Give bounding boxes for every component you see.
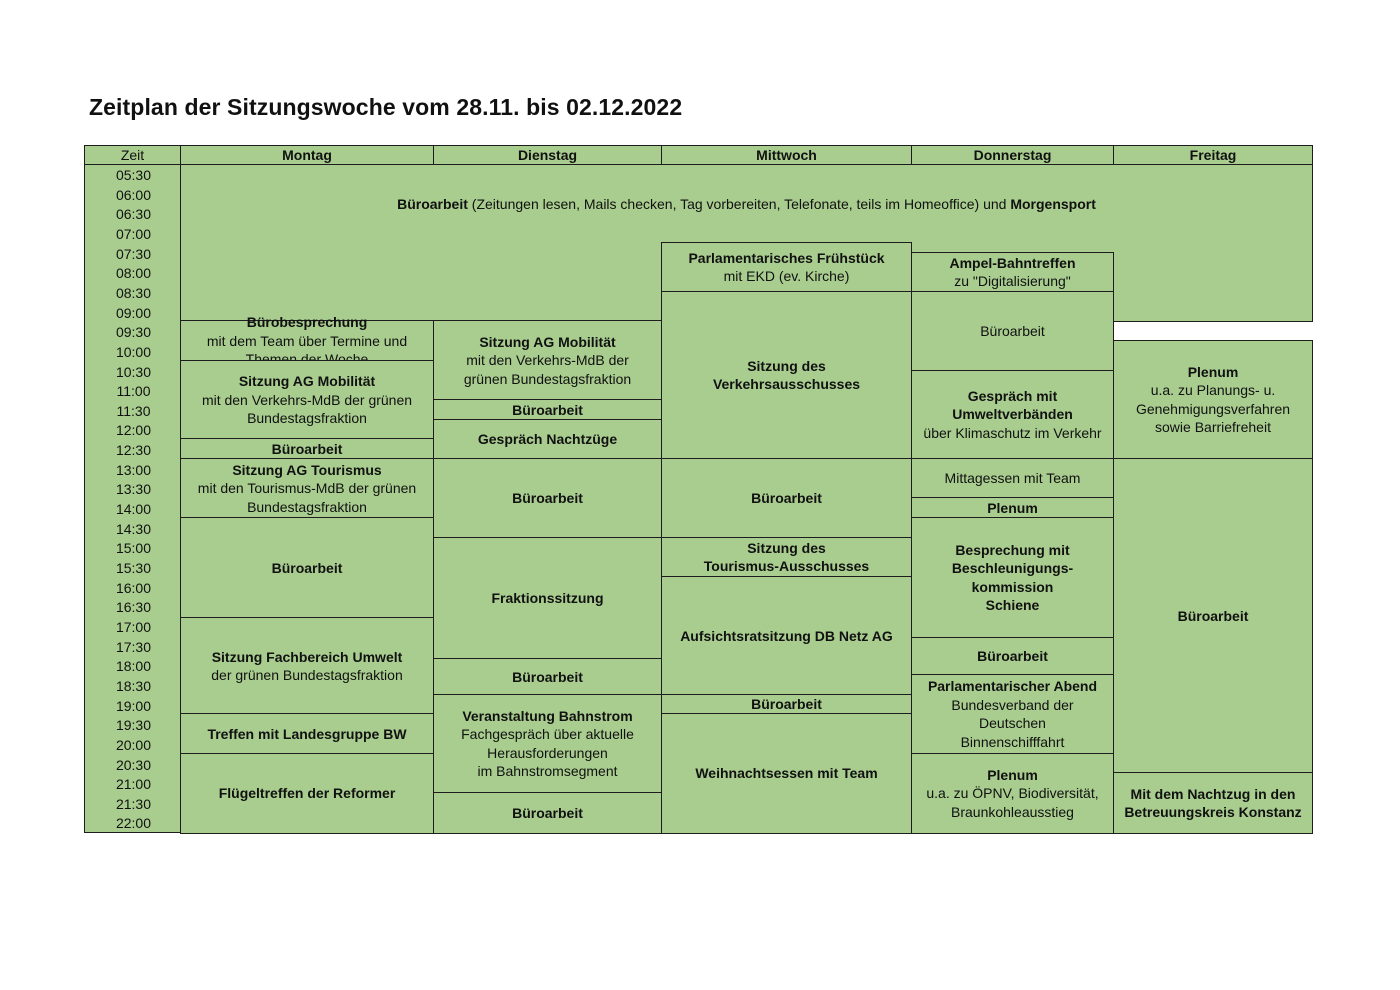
column-header-zeit: Zeit [84, 145, 181, 165]
event-description: über Klimaschutz im Verkehr [923, 424, 1102, 441]
event-donnerstag-3 [911, 370, 1114, 460]
event-title: Büroarbeit [1177, 607, 1249, 624]
event-description: mit den Verkehrs-MdB der grünen Bundestagsfraktion [463, 352, 632, 387]
event-title: Sitzung des Verkehrsausschusses [712, 357, 861, 393]
event-title: Sitzung Fachbereich Umwelt [211, 648, 403, 665]
event-title: Sitzung AG Mobilität [238, 373, 376, 390]
event-description: mit den Tourismus-MdB der grünen Bundestagsfraktion [197, 480, 417, 515]
event-montag-4 [180, 458, 434, 519]
time-label: 22:00 [115, 815, 152, 832]
time-label: 08:30 [115, 284, 152, 301]
time-label: 20:30 [115, 756, 152, 773]
time-label: 16:00 [115, 579, 152, 596]
event-title: Büroarbeit [512, 401, 583, 418]
event-montag-5 [180, 517, 434, 619]
event-title: Aufsichtsratsitzung DB Netz AG [680, 627, 893, 644]
event-title: Treffen mit Landesgruppe BW [207, 725, 407, 742]
event-donnerstag-9 [911, 753, 1114, 834]
event-mittwoch-6 [661, 694, 912, 716]
column-header-donnerstag: Donnerstag [911, 145, 1114, 165]
event-montag-2 [180, 360, 434, 441]
event-montag-7 [180, 713, 434, 754]
time-label: 15:00 [115, 540, 152, 557]
time-label: 07:30 [115, 245, 152, 262]
event-title: Büroarbeit [271, 440, 343, 457]
time-label: 18:00 [115, 658, 152, 675]
event-title: Gespräch Nachtzüge [477, 431, 618, 448]
time-label: 11:30 [116, 402, 151, 419]
column-header-dienstag: Dienstag [433, 145, 662, 165]
event-dienstag-2 [433, 399, 662, 421]
time-label: 05:30 [115, 166, 152, 183]
time-label: 14:30 [115, 520, 152, 537]
event-description: mit dem Team über Termine und [206, 332, 408, 349]
time-label: 14:00 [115, 501, 152, 518]
event-dienstag-8 [433, 792, 662, 834]
event-title: Gespräch mit Umweltverbänden [952, 387, 1073, 423]
event-mittwoch-7 [661, 713, 912, 834]
column-header-montag: Montag [180, 145, 434, 165]
time-label: 20:00 [115, 736, 152, 753]
time-label: 17:00 [115, 618, 152, 635]
time-label: 11:00 [116, 383, 151, 400]
time-label: 10:00 [115, 343, 152, 360]
event-title: Weihnachtsessen mit Team [695, 765, 878, 782]
event-title: Büroarbeit [977, 648, 1048, 665]
event-description: zu "Digitalisierung" [954, 273, 1071, 290]
time-label: 07:00 [115, 225, 152, 242]
time-label: 12:00 [115, 422, 152, 439]
event-description: Bundesverband der Deutschen Binnenschifffahrt [951, 696, 1074, 750]
event-description: mit EKD (ev. Kirche) [723, 268, 850, 285]
event-dienstag-7 [433, 694, 662, 794]
event-title: Fraktionssitzung [491, 590, 604, 607]
time-label: 13:00 [115, 461, 152, 478]
event-mittwoch-1 [661, 242, 912, 293]
time-label: 10:30 [115, 363, 152, 380]
event-dienstag-5 [433, 537, 662, 661]
event-title: Büroarbeit [512, 668, 583, 685]
event-description: mit den Verkehrs-MdB der grünen Bundestagsfraktion [201, 391, 413, 427]
event-title: Ampel-Bahntreffen [949, 254, 1076, 271]
time-label: 19:30 [115, 717, 152, 734]
time-label: 16:30 [115, 599, 152, 616]
event-description: u.a. zu Planungs- u. Genehmigungsverfahren sowie Barriefreheit [1135, 382, 1291, 436]
time-label: 06:00 [115, 186, 152, 203]
time-label: 06:30 [115, 206, 152, 223]
event-description: u.a. zu ÖPNV, Biodiversität, Braunkohleausstieg [926, 785, 1099, 820]
time-label: 21:00 [115, 776, 152, 793]
event-title: Büroarbeit [512, 489, 583, 506]
event-dienstag-3 [433, 419, 662, 460]
event-montag-8 [180, 753, 434, 834]
event-montag-6 [180, 617, 434, 715]
event-freitag-1 [1113, 340, 1313, 460]
time-label: 15:30 [115, 560, 152, 576]
event-title: Sitzung AG Tourismus [232, 461, 382, 478]
event-title: Parlamentarisches Frühstück [688, 249, 885, 266]
time-column [84, 164, 181, 833]
column-header-mittwoch: Mittwoch [661, 145, 912, 165]
event-title: Plenum [987, 766, 1038, 783]
event-montag-1 [180, 314, 434, 361]
event-title: Büroarbeit [512, 804, 583, 821]
event-donnerstag-2 [911, 291, 1114, 372]
event-donnerstag-7 [911, 637, 1114, 676]
time-label: 09:30 [115, 324, 152, 341]
time-label: 17:30 [115, 638, 152, 655]
event-title: Veranstaltung Bahnstrom [462, 707, 633, 724]
event-title: Büroarbeit [271, 559, 343, 576]
event-description: der grünen Bundestagsfraktion [211, 667, 403, 684]
event-title: Bürobesprechung [246, 314, 368, 331]
event-title: Büroarbeit [751, 696, 822, 713]
event-mittwoch-3 [661, 458, 912, 539]
event-description: Fachgespräch über aktuelle Herausforderungen im Bahnstromsegment [461, 726, 634, 780]
event-dienstag-4 [433, 458, 662, 539]
event-freitag-2 [1113, 458, 1313, 774]
time-label: 13:30 [115, 481, 152, 498]
event-donnerstag-5 [911, 497, 1114, 519]
event-donnerstag-4 [911, 458, 1114, 499]
page-title: Zeitplan der Sitzungswoche vom 28.11. bis 02.12.2022 [89, 94, 683, 120]
event-title: Plenum [1187, 363, 1239, 380]
event-donnerstag-1 [911, 252, 1114, 293]
event-title: Mit dem Nachtzug in den Betreuungskreis Konstanz [1124, 785, 1302, 821]
event-mittwoch-2 [661, 291, 912, 460]
event-title: Plenum [987, 499, 1038, 516]
time-label: 18:30 [115, 677, 152, 694]
event-montag-3 [180, 438, 434, 460]
event-freitag-3 [1113, 772, 1313, 834]
event-dienstag-6 [433, 658, 662, 695]
schedule-table [84, 145, 1313, 833]
banner-text: Büroarbeit (Zeitungen lesen, Mails checken, Tag vorbereiten, Telefonate, teils im Homeoffice) und Morgensport [397, 196, 1096, 212]
time-label: 19:00 [115, 697, 152, 714]
event-description: Büroarbeit [980, 322, 1045, 339]
event-title: Flügeltreffen der Reformer [218, 785, 396, 802]
column-header-freitag: Freitag [1113, 145, 1313, 165]
event-title: Sitzung des Tourismus-Ausschusses [703, 539, 870, 575]
time-label: 09:00 [115, 304, 152, 321]
time-label: 08:00 [115, 265, 152, 282]
time-label: 21:30 [115, 795, 152, 812]
event-title: Büroarbeit [751, 489, 822, 506]
event-title: Sitzung AG Mobilität [479, 333, 616, 350]
event-donnerstag-6 [911, 517, 1114, 639]
event-donnerstag-8 [911, 674, 1114, 755]
event-mittwoch-5 [661, 576, 912, 696]
event-dienstag-1 [433, 320, 662, 401]
event-mittwoch-4 [661, 537, 912, 578]
event-title: Besprechung mit Beschleunigungs- kommission Schiene [951, 541, 1074, 614]
event-description: Mittagessen mit Team [944, 470, 1081, 487]
event-title: Parlamentarischer Abend [927, 678, 1098, 695]
time-label: 12:30 [115, 442, 152, 459]
